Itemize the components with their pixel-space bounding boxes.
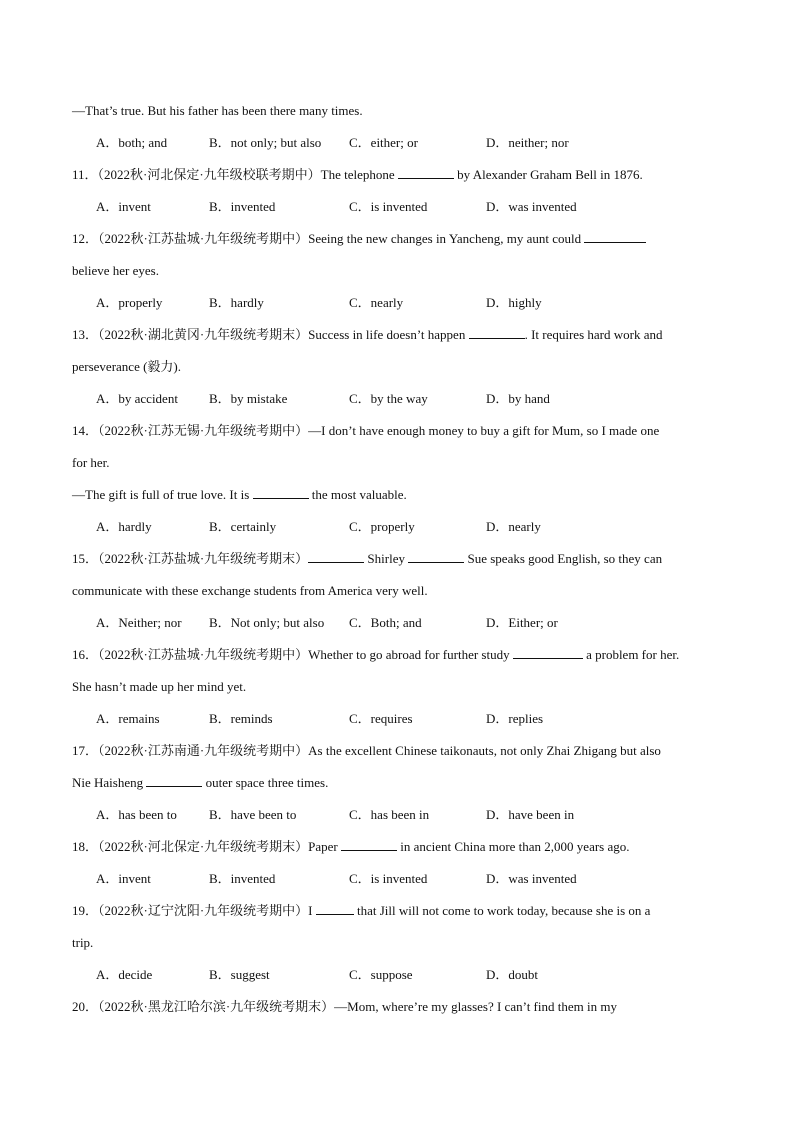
q12-stem-prefix: 12．（2022秋·江苏盐城·九年级统考期中）Seeing the new changes in Yancheng, my aunt could <box>72 231 582 246</box>
q12-stem-line2: believe her eyes. <box>72 263 159 278</box>
q18-option-d[interactable]: D．was invented <box>486 871 577 886</box>
q16-options <box>72 709 732 741</box>
q11-stem-suffix: by Alexander Graham Bell in 1876. <box>457 167 643 182</box>
q17-option-b[interactable]: B．have been to <box>209 807 297 822</box>
question-page <box>72 101 732 1029</box>
q16-stem <box>72 645 732 677</box>
q13-option-c[interactable]: C．by the way <box>349 391 428 406</box>
q18-options <box>72 869 732 901</box>
q14-stem: 14．（2022秋·江苏无锡·九年级统考期中）—I don’t have enough money to buy a gift for Mum, so I made one <box>72 423 660 438</box>
q15-option-c[interactable]: C．Both; and <box>349 615 422 630</box>
q12-stem <box>72 229 732 261</box>
q15-option-d[interactable]: D．Either; or <box>486 615 558 630</box>
q12-option-b[interactable]: B．hardly <box>209 295 264 310</box>
q18-option-a[interactable]: A．invent <box>96 871 151 886</box>
q19-stem <box>72 901 732 933</box>
q16-stem-suffix: a problem for her. <box>586 647 680 662</box>
q19-stem-prefix: 19．（2022秋·辽宁沈阳·九年级统考期中）I <box>72 903 313 918</box>
q17-line2-prefix: Nie Haisheng <box>72 775 144 790</box>
q18-stem-suffix: in ancient China more than 2,000 years ago. <box>400 839 630 854</box>
q15-options <box>72 613 732 645</box>
q13-option-a[interactable]: A．by accident <box>96 391 178 406</box>
q13-options <box>72 389 732 421</box>
q19-option-b[interactable]: B．suggest <box>209 967 270 982</box>
q15-stem-middle: Shirley <box>367 551 405 566</box>
q10-option-a[interactable]: A．both; and <box>96 135 168 150</box>
q19-stem-line2: trip. <box>72 935 94 950</box>
q19-option-c[interactable]: C．suppose <box>349 967 413 982</box>
q17-blank <box>146 774 202 787</box>
q19-option-d[interactable]: D．doubt <box>486 967 539 982</box>
q15-option-b[interactable]: B．Not only; but also <box>209 615 325 630</box>
q12-blank <box>584 230 646 243</box>
q19-stem-suffix: that Jill will not come to work today, because she is on a <box>357 903 651 918</box>
q18-stem-prefix: 18．（2022秋·河北保定·九年级统考期末）Paper <box>72 839 338 854</box>
q20-stem: 20．（2022秋·黑龙江哈尔滨·九年级统考期末）—Mom, where’re my glasses? I can’t find them in my <box>72 999 617 1014</box>
q11-option-b[interactable]: B．invented <box>209 199 276 214</box>
q13-blank <box>469 326 525 339</box>
q11-blank <box>398 166 454 179</box>
q14-stem-line2: for her. <box>72 455 110 470</box>
q10-option-b[interactable]: B．not only; but also <box>209 135 322 150</box>
q14-option-c[interactable]: C．properly <box>349 519 415 534</box>
q14-option-d[interactable]: D．nearly <box>486 519 541 534</box>
q18-blank <box>341 838 397 851</box>
q15-stem-line2: communicate with these exchange students from America very well. <box>72 583 428 598</box>
q16-option-a[interactable]: A．remains <box>96 711 160 726</box>
q11-stem <box>72 165 732 197</box>
q12-option-d[interactable]: D．highly <box>486 295 542 310</box>
q14-stem-line3 <box>72 485 732 517</box>
q12-options <box>72 293 732 325</box>
q15-stem-prefix: 15．（2022秋·江苏盐城·九年级统考期末） <box>72 551 309 566</box>
q17-option-c[interactable]: C．has been in <box>349 807 430 822</box>
q11-option-d[interactable]: D．was invented <box>486 199 577 214</box>
q10-options <box>72 133 732 165</box>
q13-option-d[interactable]: D．by hand <box>486 391 550 406</box>
q16-blank <box>513 646 583 659</box>
q15-blank-2 <box>408 550 464 563</box>
q18-stem <box>72 837 732 869</box>
q13-stem <box>72 325 732 357</box>
q11-stem-prefix: 11．（2022秋·河北保定·九年级校联考期中）The telephone <box>72 167 395 182</box>
q16-stem-prefix: 16．（2022秋·江苏盐城·九年级统考期中）Whether to go abroad for further study <box>72 647 510 662</box>
q15-option-a[interactable]: A．Neither; nor <box>96 615 182 630</box>
q17-line2-suffix: outer space three times. <box>205 775 329 790</box>
q15-stem-suffix: Sue speaks good English, so they can <box>467 551 663 566</box>
q15-blank-1 <box>308 550 364 563</box>
q11-options <box>72 197 732 229</box>
q11-option-c[interactable]: C．is invented <box>349 199 428 214</box>
q17-options <box>72 805 732 837</box>
q17-option-d[interactable]: D．have been in <box>486 807 575 822</box>
q15-stem <box>72 549 732 581</box>
q13-stem-suffix: . It requires hard work and <box>524 327 663 342</box>
q17-stem: 17．（2022秋·江苏南通·九年级统考期中）As the excellent Chinese taikonauts, not only Zhai Zhigang but also <box>72 743 661 758</box>
q17-stem-line2 <box>72 773 732 805</box>
q14-option-a[interactable]: A．hardly <box>96 519 152 534</box>
q10-dialogue-line: —That’s true. But his father has been there many times. <box>72 103 363 118</box>
q18-option-c[interactable]: C．is invented <box>349 871 428 886</box>
q19-options <box>72 965 732 997</box>
q19-option-a[interactable]: A．decide <box>96 967 153 982</box>
q14-blank <box>253 486 309 499</box>
q17-option-a[interactable]: A．has been to <box>96 807 177 822</box>
q16-stem-line2: She hasn’t made up her mind yet. <box>72 679 247 694</box>
q12-option-c[interactable]: C．nearly <box>349 295 404 310</box>
q18-option-b[interactable]: B．invented <box>209 871 276 886</box>
q13-stem-prefix: 13．（2022秋·湖北黄冈·九年级统考期末）Success in life doesn’t happen <box>72 327 466 342</box>
q13-stem-line2: perseverance (毅力). <box>72 359 181 374</box>
q19-blank <box>316 902 354 915</box>
q13-option-b[interactable]: B．by mistake <box>209 391 288 406</box>
q12-option-a[interactable]: A．properly <box>96 295 163 310</box>
q14-options <box>72 517 732 549</box>
q14-option-b[interactable]: B．certainly <box>209 519 277 534</box>
q14-line3-suffix: the most valuable. <box>311 487 407 502</box>
q10-option-d[interactable]: D．neither; nor <box>486 135 569 150</box>
q14-line3-prefix: —The gift is full of true love. It is <box>72 487 250 502</box>
q16-option-d[interactable]: D．replies <box>486 711 544 726</box>
q16-option-b[interactable]: B．reminds <box>209 711 273 726</box>
q10-option-c[interactable]: C．either; or <box>349 135 418 150</box>
q11-option-a[interactable]: A．invent <box>96 199 151 214</box>
q16-option-c[interactable]: C．requires <box>349 711 413 726</box>
